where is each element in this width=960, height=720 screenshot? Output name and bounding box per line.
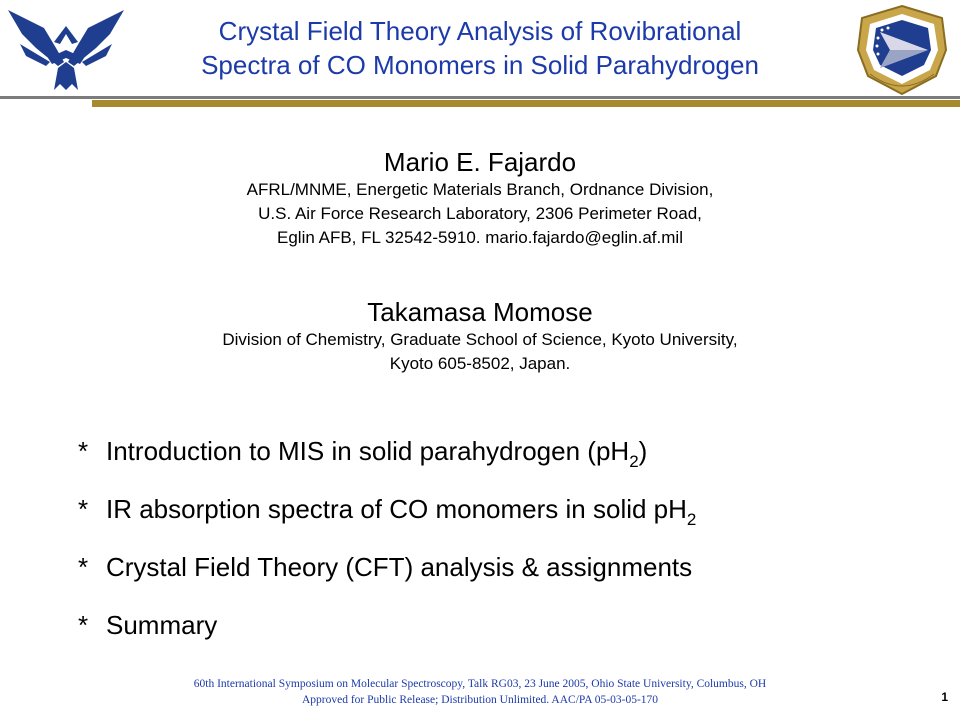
author-block-2 xyxy=(80,296,880,376)
author-block-1 xyxy=(80,146,880,250)
bullet-list xyxy=(78,424,938,656)
footer-line-2: Approved for Public Release; Distribution Unlimited. AAC/PA 05-03-05-170 xyxy=(301,694,659,706)
author-name: Mario E. Fajardo xyxy=(383,147,577,177)
author-name: Takamasa Momose xyxy=(367,297,593,327)
affiliation-line: Eglin AFB, FL 32542-5910. mario.fajardo@eglin.af.mil xyxy=(277,228,683,247)
bullet-text: Crystal Field Theory (CFT) analysis & assignments xyxy=(106,552,693,582)
bullet-text-post: ) xyxy=(638,436,648,466)
affiliation-line: U.S. Air Force Research Laboratory, 2306 Perimeter Road, xyxy=(258,204,702,223)
bullet-item xyxy=(78,540,938,598)
affiliation-line: Kyoto 605-8502, Japan. xyxy=(389,354,571,373)
slide-title xyxy=(130,14,830,82)
footer xyxy=(80,676,880,708)
title-line-1: Crystal Field Theory Analysis of Rovibrational xyxy=(218,16,742,46)
page-number: 1 xyxy=(941,690,948,704)
bullet-text: Introduction to MIS in solid parahydrogen (pH xyxy=(106,436,630,466)
header-rule-gray xyxy=(0,96,960,99)
bullet-marker: * xyxy=(78,552,89,582)
title-line-2: Spectra of CO Monomers in Solid Parahydrogen xyxy=(201,50,759,80)
bullet-item xyxy=(78,424,938,482)
bullet-text: Summary xyxy=(106,610,218,640)
footer-line-1: 60th International Symposium on Molecular Spectroscopy, Talk RG03, 23 June 2005, Ohio State University, Columbus, OH xyxy=(193,678,767,690)
bullet-text: IR absorption spectra of CO monomers in solid pH xyxy=(106,494,687,524)
bullet-item xyxy=(78,598,938,656)
air-force-wings-logo xyxy=(6,4,126,96)
affiliation-line: Division of Chemistry, Graduate School of Science, Kyoto University, xyxy=(222,330,738,349)
subscript: 2 xyxy=(629,452,639,471)
bullet-marker: * xyxy=(78,436,89,466)
bullet-item xyxy=(78,482,938,540)
affiliation-line: AFRL/MNME, Energetic Materials Branch, Ordnance Division, xyxy=(246,180,714,199)
air-force-research-laboratory-shield xyxy=(852,2,952,98)
bullet-marker: * xyxy=(78,494,89,524)
subscript: 2 xyxy=(686,510,697,529)
bullet-marker: * xyxy=(78,610,89,640)
header-rule-gold xyxy=(92,100,960,107)
